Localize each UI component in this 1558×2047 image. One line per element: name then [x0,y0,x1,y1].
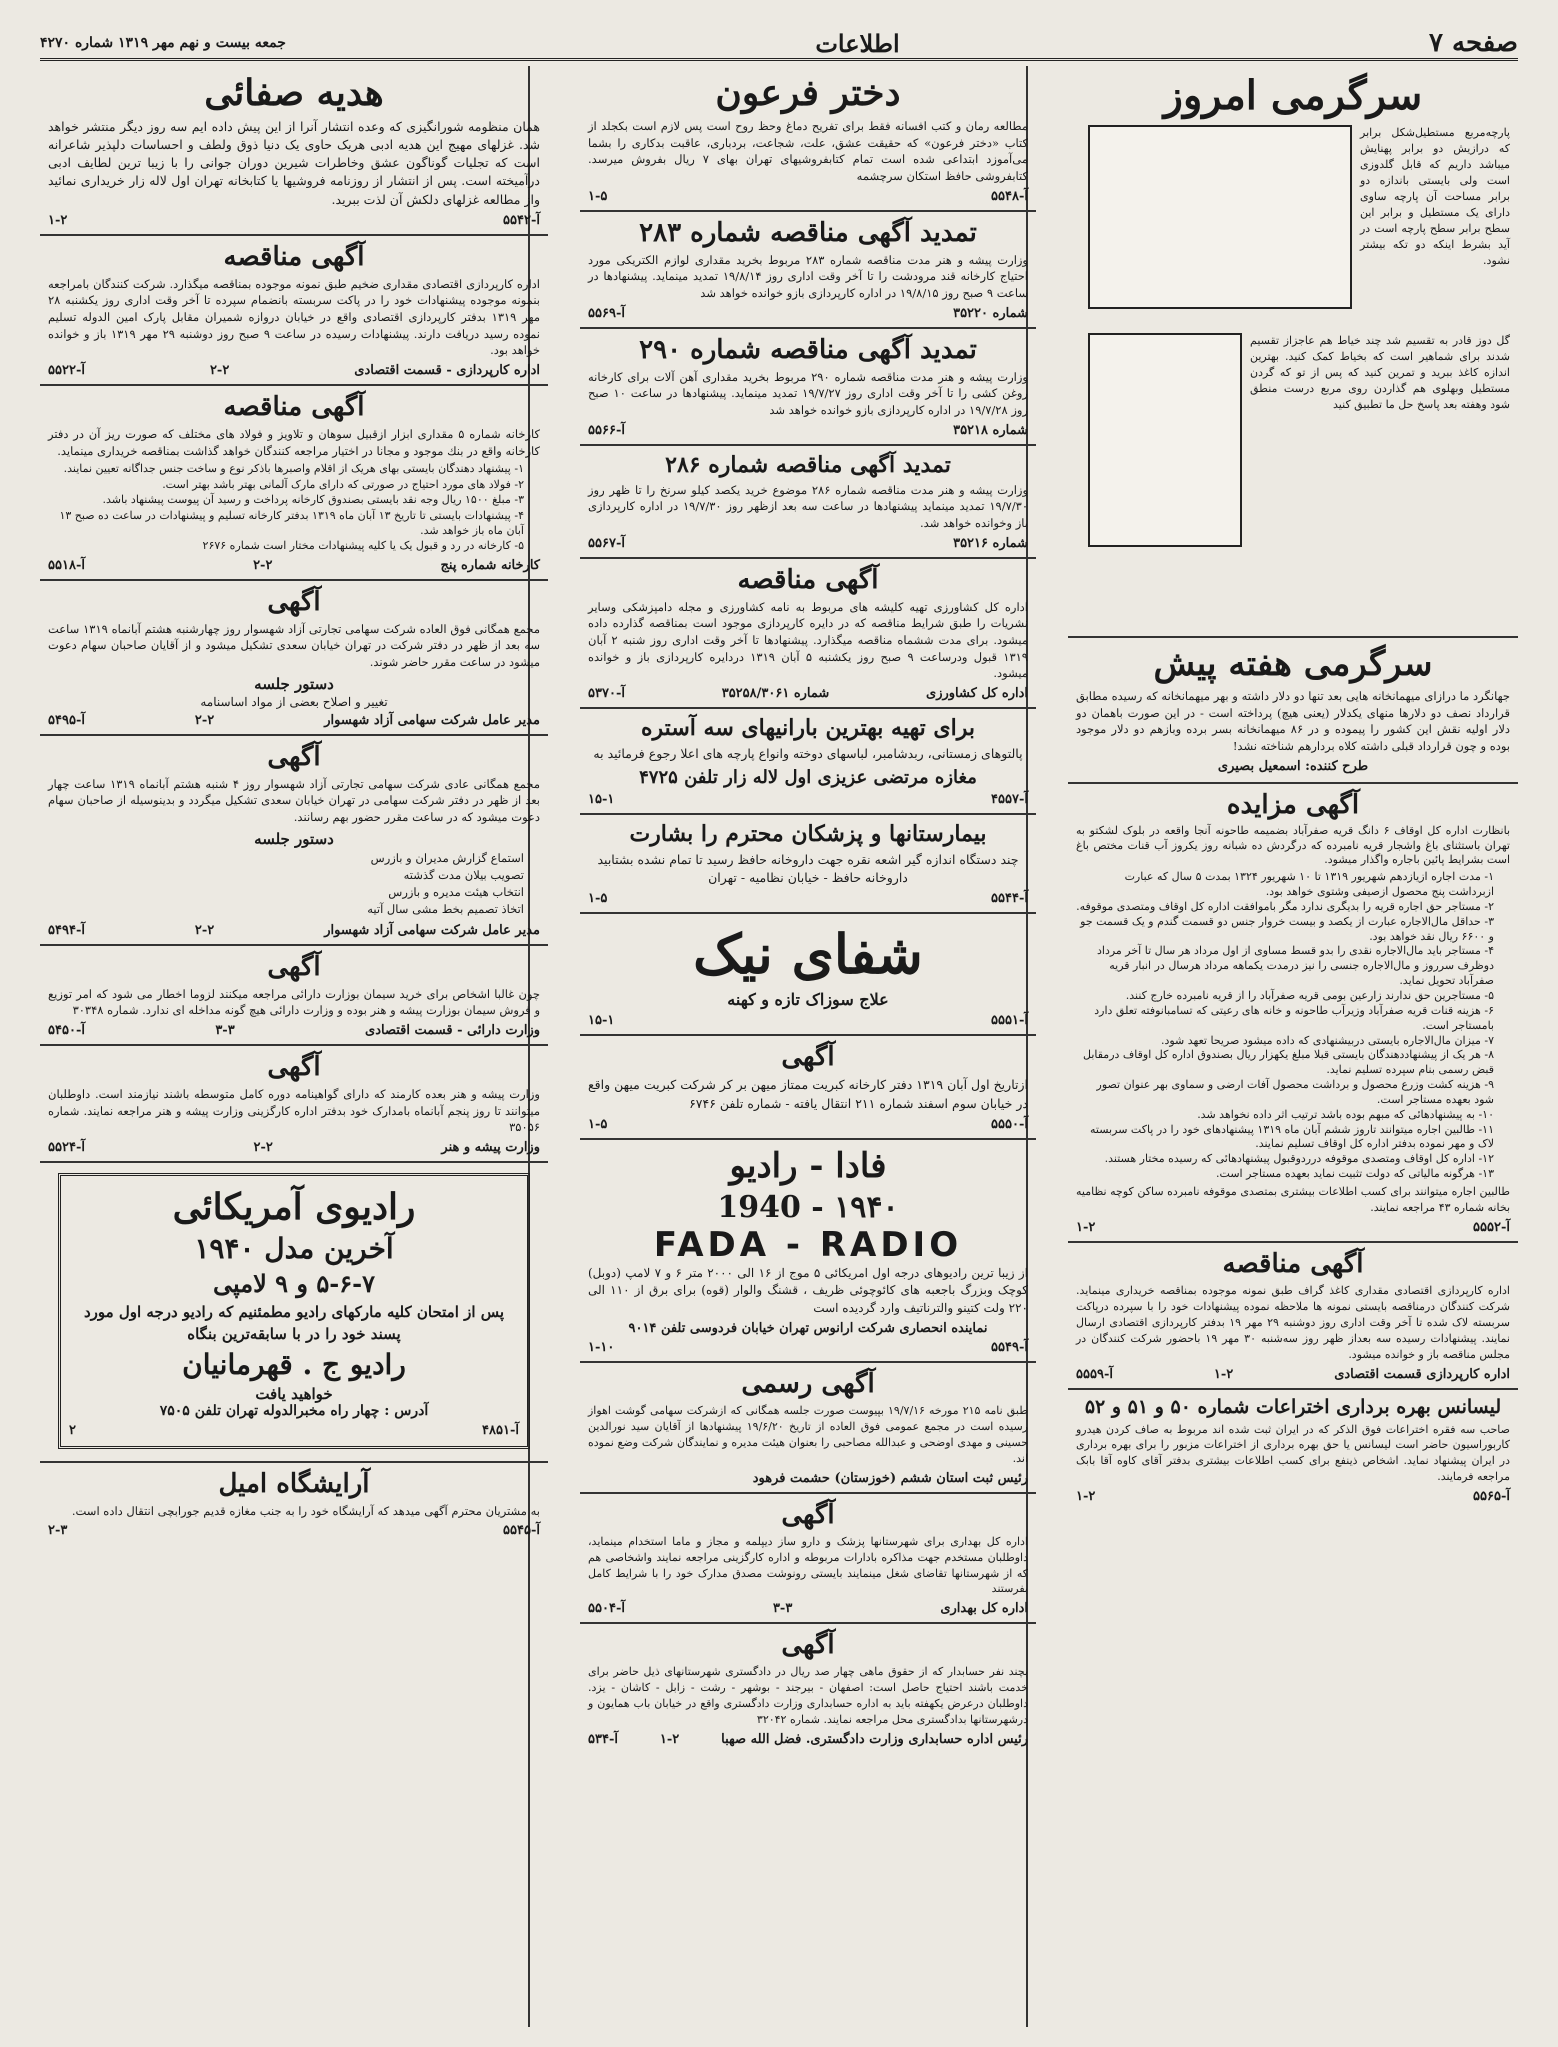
ad-code: آ-۵۵۴۹ [991,1339,1028,1355]
fada-radio-ad [580,1140,1036,1363]
tender-factory [40,386,548,581]
ad-footer [588,1471,1028,1486]
american-radio-ad [40,1163,548,1463]
tender-extension-290 [580,329,1036,446]
ext286-body: وزارت پیشه و هنر مدت مناقصه شماره ۲۸۶ موضوع خرید یکصد کیلو سرنخ را تا ظهر روز ۱۹/۷/۳۰ تمدید مینماید پیشنهادها در ساعت سه بعد ازظهر روز ۱۹/۷/۳۰ در اداره کارپردازی باز وخوانده خواهد شد. [588,482,1028,531]
ad-number: شماره ۳۵۲۱۸ [953,422,1028,438]
ad-footer [48,363,540,378]
tender-paper-title: آگهی مناقصه [1222,1248,1364,1279]
ad-number: ۱-۲ [1213,1366,1234,1382]
ad-footer [588,792,1028,807]
auction-term: ۵- مستاجرین حق ندارند زارعین بومی قریه صفرآباد را از قریه نامبرده خارج کنند. [1125,988,1494,1002]
ad-code: آ-۵۵۶۷ [588,535,625,551]
raincoat-ad [580,709,1036,815]
ad-footer [588,306,1028,321]
ad-number: ۱۵-۱ [588,792,615,808]
ad-code: آ-۴۸۵۱ [482,1422,519,1438]
hospital-title: بیمارستانها و پزشکان محترم را بشارت [629,821,987,848]
ad-footer [48,923,540,938]
american-radio-lamps: ۵-۶-۷ و ۹ لامپی [213,1269,375,1299]
puzzle-today-text: پارچه‌مربع مستطیل‌شکل برابر که درازیش دو برابر پهنایش میباشد داریم که قابل گلدوزی است ولی بایستی باندازه دو برابر مساحت آن پارچه ساوی دارای یک مستطیل و برابر این سطح برابر سطح پارچه است در آید بشرط اینکه دو تکه بیشتر نشود. [1360,126,1510,267]
ad-footer [48,558,540,573]
ad-footer [48,213,540,228]
notice-b-agenda-title: دستور جلسه [254,829,334,848]
shareholder-notice-ordinary [40,736,548,946]
tender-factory-body: کارخانه شماره ۵ مقداری ابزار ازقبیل سوهان و تلاویز و فولاد های مختلف که صورت ریز آن در دفتر کارخانه واقع در بنك موجود و مجانا در اختیار مراجعه کنندگان خواهد گذاشت بمناقصه خریداری مینماید. [48,426,540,458]
agenda-item: اتخاذ تصمیم بخط مشی سال آتیه [367,902,524,917]
notice-b-agenda [48,850,540,919]
auction-terms [1076,870,1510,1182]
ad-number: ۱-۵ [588,1116,608,1132]
ad-sign: رئیس اداره حسابداری وزارت دادگستری. فضل الله صهبا [721,1732,1028,1748]
ad-number: ۱-۲ [48,212,68,228]
official-title: آگهی رسمی [741,1368,875,1399]
auction-term: ۶- هزینه قنات قریه صفرآباد وزیرآب طاحونه و خانه های رعیتی که تسامبانوفته تعلق دارد بامستاجر است. [1094,1003,1494,1032]
tender-extension-283 [580,212,1036,329]
tender-term: ۲- فولاد های مورد احتیاج در صورتی که دارای مارک آلمانی بهتر باشد بهتر است. [162,477,524,491]
ad-footer [48,1523,540,1538]
ad-number: ۲-۲ [194,712,215,728]
puzzle-figure [1088,125,1352,309]
ad-code: آ-۵۵۶۵ [1473,1489,1510,1505]
puzzle-today [1068,66,1518,638]
official-notice [580,1363,1036,1494]
ad-code: آ-۵۵۴۸ [991,188,1028,204]
ext290-title: تمدید آگهی مناقصه شماره ۲۹۰ [639,334,977,365]
auction-notice [1068,784,1518,1243]
ad-code: آ-۵۴۹۵ [48,712,85,728]
auction-term: ۱۳- هرگونه مالیاتی که دولت تثبیت نماید بعهده مستاجر است. [1216,1167,1494,1181]
ad-footer [48,1140,540,1155]
ad-code: آ-۵۵۱۸ [48,557,85,573]
hospital-body: چند دستگاه اندازه گیر اشعه نقره جهت داروخانه حافظ رسید تا تمام نشده بشتابید داروخانه حافظ - خیابان نظامیه - تهران [597,852,1019,886]
ad-number: ۳-۳ [215,1023,235,1039]
ad-footer [48,1023,540,1038]
poetry-ad [40,66,548,236]
notice-a-title: آگهی [267,586,321,617]
puzzle-last-week-text: جهانگرد ما درازای میهمانخانه هایی بعد تنها دو دلار داشته و بهر میهمانخانه که رسیده مطابق قرارداد نصف دو دلارها منهای یکدلار (یعنی هیچ) پرداخته است - در این صورت باهمان دو دلار اولیه نقش این کشور را پیموده و در ۸۶ میهمانخانه بسر برده وبازهم دو دلار موجود بوده و چون قرارداد قبلی داشته کلاه بردارهم شناخته نشد! [1076,689,1511,754]
coats-title: برای تهیه بهترین بارانیهای سه آستره [641,715,975,742]
column-right [1068,66,1518,2029]
ad-number: ۱-۲ [1076,1219,1096,1235]
fada-brand: FADA - RADIO [653,1224,963,1265]
ad-footer [588,1732,1028,1747]
ad-number: ۱-۵ [588,188,608,204]
ad-footer [588,423,1028,438]
official-body: طبق نامه ۲۱۵ مورخه ۱۹/۷/۱۶ بپیوست صورت جلسه همگانی که ازشرکت سهامی گوشت اهواز رسیده است در مجمع عمومی فوق العاده از تاریخ ۱۹/۶/۲۰ پیشنهادها از آقایان سید نورالدین حسینی و مهدی اوضحی و عبدالله مصاحبی را بعنوان هیئت مدیره و نمایندگان شرکت وضع نموده اند. [588,1403,1029,1465]
auction-term: ۸- هر یک از پیشنهاددهندگان بایستی قبلا مبلغ یکهزار ریال بصندوق اداره کل اوقاف درمقابل قبض رسمی بنام سپرده تسلیم نماید. [1083,1048,1494,1077]
ad-footer [588,1117,1028,1132]
ad-number: شماره ۳۵۲۲۰ [953,305,1028,321]
fada-agent: نماینده انحصاری شرکت ارانوس تهران خیابان فردوسی تلفن ۹۰۱۴ [628,1320,988,1336]
puzzle-last-week-title: سرگرمی هفته پیش [1153,644,1433,684]
agri-body: اداره کل کشاورزی تهیه کلیشه های مربوط به نامه کشاورزی و مجله دامپزشکی وسایر نشریات را طبق شرایط مناقصه که در دایره کارپردازی موجود است بمناقصه گذارده داده میشود. برای مدت ششماه مناقصه میگذارد. پیشنهادها تا آخر وقت اداری روز شنبه ۲ آبان ۱۳۱۹ قبول ودرساعت ۹ صبح روز یکشنبه ۵ آبان ۱۳۱۹ دردایره کارپردازی باز و خوانده میشود. [588,599,1028,681]
tender-agriculture [580,559,1036,709]
ad-footer [1076,1367,1510,1382]
ad-footer [48,713,540,728]
american-radio-title: رادیوی آمریکائی [172,1186,416,1229]
license-body: صاحب سه فقره اختراعات فوق الذکر که در ایران ثبت شده اند مربوط به صاف کردن هیدرو کاربوراسیون حاضر است لیسانس یا حق بهره برداری از اختراعات مزبور را برای بهره برداری در ایران پیشنهاد نماید. اشخاص ذینفع برای کسب اطلاعات بیشتری بدفتر آقای کاوه آقا بابک مراجعه فرمایند. [1076,1422,1510,1484]
fada-title: فادا - رادیو [729,1145,887,1186]
fada-body: از زیبا ترین رادیوهای درجه اول امریکائی ۵ موج از ۱۶ الی ۲۰۰۰ متر ۶ و ۷ لامپ (دوبل) کوچک وبزرگ باجعبه های کائوچوئی ظریف ، قشنگ والوار (قوه) برای برق از ۱۱۰ الی ۲۲۰ ولت کتینو والترناتیف وارد گردیده است [588,1265,1028,1315]
auction-term: ۱- مدت اجاره ازیازدهم شهریور ۱۳۱۹ تا ۱۰ شهریور ۱۳۲۴ بمدت ۵ سال که عبارت ازبرداشت پنج محصول ازصیفی وشتوی خواهد بود. [1124,870,1494,899]
coats-shop: مغازه مرتضی عزیزی اول لاله زار تلفن ۴۷۲۵ [639,767,977,789]
ad-code: آ-۵۴۵۰ [48,1023,85,1039]
ad-sign: رئیس ثبت استان ششم (خوزستان) حشمت فرهود [752,1470,1028,1486]
ad-sign: وزارت دارائی - قسمت اقتصادی [365,1023,540,1039]
health-title: آگهی [781,1499,835,1530]
ad-code: آ-۵۵۴۵ [503,1523,540,1539]
ext283-body: وزارت پیشه و هنر مدت مناقصه شماره ۲۸۳ مربوط بخرید مقداری لوازم الکتریکی مورد احتیاج کارخانه قند مرودشت را تا آخر وقت اداری روز ۱۹/۸/۱۴ تمدید مینماید. پیشنهادها در ساعت ۹ صبح روز ۱۹/۸/۱۵ در اداره کارپردازی بازو خوانده خواهد شد [588,252,1028,301]
auction-term: ۲- مستاجر حق اجاره قریه را بدیگری ندارد مگر باموافقت اداره کل اوقاف ومتصدی موقوفه. [1076,899,1494,913]
puzzle-designer: طرح کننده: اسمعیل بصیری [1217,758,1369,774]
ad-footer [588,1013,1028,1028]
ext286-title: تمدید آگهی مناقصه شماره ۲۸۶ [665,451,951,478]
ferun-title: دختر فرعون [715,72,901,114]
poetry-body: همان منظومه شورانگیزی که وعده انتشار آنرا از این پیش داده ایم سه روز دیگر منتشر خواهد شد. غزلهای مهیج این هدیه ادبی هریک حاوی یک دنیا ذوق ولطف و احساسات دلپذیر شاعرانه است که تجلیات گوناگون عشق وخاطرات شیرین دوران جوانی را با زیبا ترین لطایف ادبی درآمیخته است. پس از انتشار از روزنامه فروشیها یا کتابخانه تهران اول لاله زار خریداری نمائید واز مطالعه غزلهای دلکش آن لذت ببرید. [48,119,540,207]
american-radio-frame [58,1173,530,1449]
poetry-title: هدیه صفائی [204,72,384,114]
ad-code: آ-۵۵۴۴ [991,891,1028,907]
ad-code: آ-۵۵۲۴ [48,1140,85,1156]
american-radio-model: آخرین مدل ۱۹۴۰ [194,1232,394,1266]
ad-sign: اداره کل کشاورزی [926,686,1028,702]
ext290-body: وزارت پیشه و هنر مدت مناقصه شماره ۲۹۰ مربوط بخرید مقداری آهن آلات برای کارخانه روغن کشی را تا آخر وقت اداری روز ۱۹/۷/۲۷ تمدید مینماید. پیشنهادها در ساعت ۱۰ صبح روز ۱۹/۷/۲۸ در اداره کارپردازی بازو خوانده خواهد شد [588,369,1028,418]
ad-sign: کارخانه شماره پنج [440,557,540,573]
health-body: اداره کل بهداری برای شهرستانها پزشک و دارو ساز دیپلمه و مجاز و ماما استخدام مینماید، داوطلبان مستخدم جهت مذاکره بادارات مربوطه و اداره کارگزینی مراجعه نمایند واشخاصی هم که از شهرستانها تقاضای شغل مینمایند بایستی رونوشت مصدق مدارک خود را با شرایط کامل بفرستند [588,1534,1028,1596]
ad-code: آ-۵۵۶۶ [588,422,625,438]
ad-code: آ-۵۵۰۴ [588,1601,625,1617]
ext283-title: تمدید آگهی مناقصه شماره ۲۸۳ [639,217,977,248]
ad-code: آ-۵۵۵۲ [1473,1219,1510,1235]
ad-number: ۱-۵ [588,891,608,907]
notice-b-title: آگهی [267,741,321,772]
agri-title: آگهی مناقصه [737,564,879,595]
ad-footer [588,686,1028,701]
ad-number: ۲-۲ [209,362,230,378]
justice-title: آگهی [781,1630,835,1661]
american-radio-address: آدرس : چهار راه مخبرالدوله تهران تلفن ۷۵۰۵ [159,1402,429,1419]
auction-term: ۳- حداقل مال‌الاجاره عبارت از یکصد و بیست خروار جنس دو قسمت گندم و یک قسمت جو و ۶۶۰۰ ریال نقد خواهد بود. [1080,914,1494,943]
ad-code: آ-۵۵۵۹ [1076,1366,1113,1382]
paper-name: اطلاعات [815,28,900,58]
ad-code: آ-۵۵۵۰ [991,1116,1028,1132]
agenda-item: تصویب بیلان مدت گذشته [403,867,524,882]
column-middle [580,66,1036,2029]
ad-code: آ-۵۵۵۱ [991,1013,1028,1029]
salon-title: آرایشگاه امیل [218,1468,370,1499]
auction-closing: طالبین اجاره میتوانند برای کسب اطلاعات بیشتری بمتصدی موقوفه نامبرده ساکن کوچه نظامیه بخانه شماره ۴۳ مراجعه نمایند. [1076,1184,1510,1214]
ad-number: ۳-۳ [772,1601,793,1617]
pharmacy-ad [580,815,1036,914]
notice-b-body: مجمع همگانی عادی شرکت سهامی تجارتی آزاد شهسوار روز ۴ شنبه هشتم آبانماه ۱۳۱۹ ساعت چهار بعد از ظهر در دفتر شرکت سهامی در تهران خیابان سعدی تشکیل میگردد و بدینوسیله از صاحبان سهام دعوت میشود که در ساعت مقرر حضور بهم رسانند. [48,776,541,825]
agenda-item: استماع گزارش مدیران و بازرس [370,850,524,865]
auction-term: ۴- مستاجر باید مال‌الاجاره نقدی را بدو قسط مساوی از اول مرداد هر سال تا آخر مرداد دوظرف سرروز و مال‌الاجاره جنسی را نیز درمدت یکماهه مرداد هرسال در انبار قریه صفرآباد تحویل نماید. [1096,944,1494,988]
salon-body: به مشتریان محترم آگهی میدهد که آرایشگاه خود را به جنب مغازه قدیم جورابچی انتقال داده است. [71,1503,540,1518]
puzzle-figure-2 [1088,333,1242,547]
auction-intro: بانظارت اداره کل اوقاف ۶ دانگ قریه صفرآباد بضمیمه طاحونه آنجا واقعه در بلوک لشکتو به تهران باستثنای باغ واشجار قریه نامبرده که درگردش ده شبانه روز یکروز آب قنات مختص باغ است بشرایط پائین باجاره واگذار میشود. [1076,823,1511,867]
issue-date: جمعه بیست و نهم مهر ۱۳۱۹ شماره ۴۲۷۰ [40,35,286,51]
ad-number: ۲-۲ [253,557,273,573]
ad-code: آ-۵۵۲۲ [48,362,85,378]
ad-code: آ-۵۳۷۰ [588,686,625,702]
cement-notice [40,946,548,1046]
shafa-body: علاج سوزاک تازه و کهنه [727,990,889,1010]
puzzle-today-title: سرگرمی امروز [1163,72,1423,119]
shafa-title: شفای نیک [693,922,923,987]
ad-number: ۲-۳ [48,1523,68,1539]
ad-number: ۱-۲ [1076,1489,1096,1505]
salon-ad [40,1463,548,1545]
ad-footer [588,1340,1028,1355]
auction-title: آگهی مزایده [1226,789,1360,820]
tender-extension-286 [580,446,1036,559]
notice-a-body: مجمع همگانی فوق العاده شرکت سهامی تجارتی آزاد شهسوار روز چهارشنبه هشتم آبانماه ۱۳۱۹ ساعت سه بعد از ظهر در دفتر شرکت در تهران خیابان سعدی تشکیل میشود و از آقایان صاحبان سهام دعوت میشود در ساعت مقرر حاضر شوند. [48,621,540,670]
ad-footer [588,891,1028,906]
ad-number: ۱-۱۰ [588,1339,615,1355]
tender-term: ۴- پیشنهادات بایستی تا تاریخ ۱۳ آبان ماه ۱۳۱۹ بدفتر کارخانه تسلیم و پیشنهادات در ساعت ده صبح ۱۳ آبان ماه باز خواهد شد. [59,508,524,537]
ad-footer [588,189,1028,204]
tender-paper [1068,1243,1518,1390]
ad-code: آ-۴۵۵۷ [991,792,1028,808]
american-radio-brand: رادیو ج . قهرمانیان [182,1347,406,1381]
tender-term: ۱- پیشنهاد دهندگان بایستی بهای هریک از اقلام واصبرها باذکر نوع و ساخت جنس جداگانه تعیین نمایند. [63,462,524,476]
justice-notice [580,1624,1036,1753]
match-title: آگهی [781,1042,835,1073]
ferun-book-ad [580,66,1036,212]
tender-term: ۳- مبلغ ۱۵۰۰ ریال وجه نقد بایستی بصندوق کارخانه پرداخت و رسید آن پیوست پیشنهاد باشد. [102,493,524,507]
masthead [40,28,1518,61]
ferun-body: مطالعه رمان و کتب افسانه فقط برای تفریح دماغ وحظ روح است پس لازم است بکجلد از کتاب «دختر فرعون» که حقیقت عشق، علت، شجاعت، بردباری، عاقبت بدکاری را بشما می‌آموزد ابتداعی شده است تمام کتابفروشیهای تهران بهای ۷ ریال بفروش میرسد. کتابفروشی حافظ استکان سرچشمه [588,119,1028,184]
ad-sign: اداره کارپردازی - قسمت اقتصادی [354,362,540,378]
ad-footer [588,536,1028,551]
ad-number: ۱-۲ [659,1732,680,1748]
ad-footer [69,1423,519,1438]
license-title: لیسانس بهره برداری اختراعات شماره ۵۰ و ۵۱ و ۵۲ [1084,1395,1502,1418]
agenda-item: انتخاب هیئت مدیره و بازرس [388,885,524,900]
justice-body: بچند نفر حسابدار که از حقوق ماهی چهار صد ریال در دادگستری شهرستانهای ذیل حاضر برای خدمت باشند احتیاج حاصل است: اصفهان - بیرجند - بوشهر - رشت - زابل - کاشان - یزد. داوطلبان درعرض یکهفته باید به اداره حسابداری وزارت دادگستری واقع در خیابان باب همایون و درشهرستانها بدادگستری محل مراجعه نمایند. شماره ۳۲۰۴۲ [588,1665,1028,1727]
puzzle-today-text-2: گل دوز قادر به تقسیم شد چند خیاط هم عاجزاز تقسیم شدند برای شماهیر است که بخیاط کمک کنید. بهترین اندازه کاغذ ببرید و تمرین کنید که پس از تو که گردن مستطیل وبهلوی هم گذاردن روی مربع درست منطق شود وهفته بعد پاسخ حل ما تطبیق کنید [1250,334,1510,411]
tender-term: ۵- کارخانه در رد و قبول یک یا کلیه پیشنهادات مختار است شماره ۲۶۷۶ [202,539,524,553]
notice-a-agenda-title: دستور جلسه [254,674,334,693]
ad-code: آ-۵۳۴ [588,1732,618,1748]
ad-sign: اداره کل بهداری [940,1601,1028,1617]
ad-code: آ-۵۵۶۹ [588,305,625,321]
tender-factory-terms [48,461,540,553]
license-notice [1068,1390,1518,1511]
ad-code: آ-۵۵۴۲ [503,212,540,228]
ad-footer [588,1601,1028,1616]
auction-term: ۱۰- به پیشنهادهائی که مبهم بوده باشد ترتیب اثر داده نخواهد شد. [1197,1107,1494,1121]
shafa-ad [580,914,1036,1036]
column-left [40,66,548,2029]
american-radio-found: خواهید یافت [255,1384,333,1403]
employment-notice [40,1046,548,1163]
industry-title: آگهی [267,1052,321,1083]
ad-sign: مدیر عامل شرکت سهامی آزاد شهسوار [324,712,540,728]
ad-number: ۲-۲ [253,1140,273,1156]
tender-factory-title: آگهی مناقصه [223,391,365,422]
tender-paper-body: اداره کارپردازی اقتصادی مقداری کاغذ گراف طبق نمونه موجوده بمناقصه خریداری مینماید. شرکت کنندگان درمناقصه بایستی نمونه ها ملاحظه نموده پیشنهادات خود را با سپرده درپاکت سربسته لاک شده تا آخر وقت اداری روز دوشنبه ۲۹ مهر ۱۹ بدفتر کارپردازی اقتصادی ارسال نمایند. پیشنهادات رسیده سه بعداز ظهر روز سه‌شنبه ۳۰ مهر ۱۹ باحضور شرکت کنندگان در مجلس مناقصه باز و خوانده میشود. [1076,1283,1511,1361]
ad-sign: وزارت پیشه و هنر [441,1140,540,1156]
shareholder-notice-extraordinary [40,581,548,736]
auction-term: ۱۲- اداره کل اوقاف ومتصدی موقوفه درردوقبول پیشنهادهائی که رسیده مختار هستند. [1104,1152,1494,1166]
american-radio-body: پس از امتحان کلیه مارکهای رادیو مطمئنیم که رادیو درجه اول مورد پسند خود را در با سابقه‌ترین بنگاه [83,1303,505,1343]
ad-number: ۲-۲ [194,922,215,938]
match-body: ازتاریخ اول آبان ۱۳۱۹ دفتر کارخانه کبریت ممتاز میهن بر کر شرکت کبریت میهن واقع در خیابان سوم اسفند شماره ۲۱۱ انتقال یافته - شماره تلفن ۶۷۴۶ [588,1077,1028,1111]
fada-year: 1940 - ۱۹۴۰ [717,1189,899,1225]
auction-term: ۱۱- طالبین اجاره میتوانند تاروز ششم آبان ماه ۱۳۱۹ پیشنهادهای خود را در پاکت سربسته لاک و مهر نموده بدفتر اداره کل اوقاف تسلیم نمایند. [1090,1122,1494,1151]
ad-number: ۲ [69,1422,76,1438]
ad-number: شماره ۳۵۲۵۸/۳۰۶۱ [721,686,830,702]
auction-term: ۷- میزان مال‌الاجاره بایستی دربیشنهادی که داده میشود صریحا تعهد شود. [1160,1033,1494,1047]
ad-number: ۱۵-۱ [588,1013,615,1029]
tender-economic [40,236,548,386]
ad-footer [1076,1220,1510,1235]
ad-number: شماره ۳۵۲۱۶ [953,535,1028,551]
finance-body: چون غالبا اشخاص برای خرید سیمان بوزارت دارائی مراجعه میکنند لزوما اخطار می شود که امر توزیع و فروش سیمان بوزارت پیشه و هنر بوده و وزارت دارائی هیچ گونه مداخله ای ندارد. شماره ۳۰۳۴۸ [48,986,540,1018]
page-number: صفحه ۷ [1429,28,1518,58]
finance-title: آگهی [267,951,321,982]
ad-sign: مدیر عامل شرکت سهامی آزاد شهسوار [324,922,540,938]
auction-term: ۹- هزینه کشت وزرع محصول و برداشت محصول آفات ارضی و سماوی بهر عنوان تصور شود بعهده مستاجر است. [1096,1078,1494,1106]
match-factory-notice [580,1036,1036,1139]
coats-body: پالتوهای زمستانی، ربدشامبر، لباسهای دوخته وانواع پارچه های اعلا رجوع فرمائید به [593,746,1023,762]
industry-body: وزارت پیشه و هنر بعده کارمند که دارای گواهینامه دوره کامل متوسطه باشند نیازمند است. داوطلبان میتوانند تا روز پنجم آبانماه بامدارک خود بدفتر اداره کارگزینی وزارت پیشه و هنر مراجعه نمایند. شماره ۳۵۰۵۶ [48,1087,540,1135]
tender-econ-body: اداره کارپردازی اقتصادی مقداری ضخیم طبق نمونه موجوده بمناقصه میگذارد. شرکت کنندگان بامراجعه بنمونه موجوده پیشنهادات خود را در پاکت سربسته بانضمام سپرده تا آخر وقت اداری روز یکشنبه ۲۸ مهر ۱۳۱۹ بدفتر کارپردازی اقتصادی واقع در خیابان دروازه شمیران مقابل پارک امین الدوله تسلیم نموده رسید دریافت دارند. پیشنهادات رسیده در ساعت ۹ صبح روز دوشنبه ۲۹ مهر ۱۳۱۹ باز و خوانده خواهد بود. [48,276,541,358]
ad-footer [1076,1489,1510,1504]
ad-sign: اداره کارپردازی قسمت اقتصادی [1334,1366,1510,1382]
ad-code: آ-۵۴۹۴ [48,922,85,938]
puzzle-last-week [1068,638,1518,784]
tender-econ-title: آگهی مناقصه [223,241,365,272]
health-notice [580,1494,1036,1625]
notice-a-agenda: تغییر و اصلاح بعضی از مواد اساسنامه [200,694,388,709]
